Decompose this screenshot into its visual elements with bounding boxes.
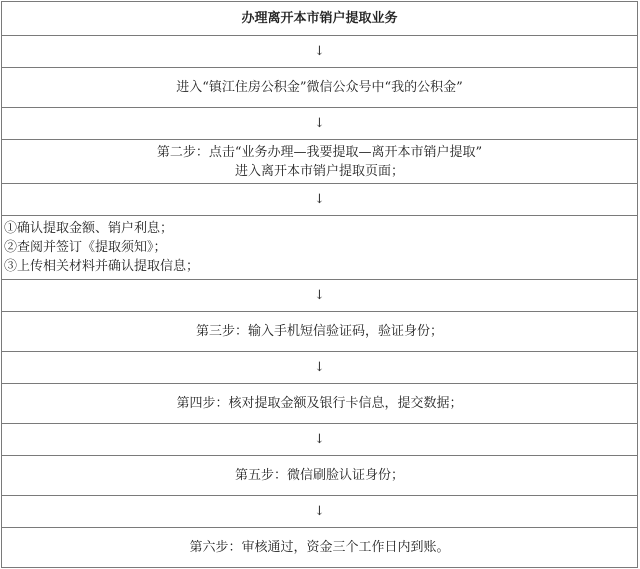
flow-row-arrow bbox=[2, 424, 638, 456]
down-arrow-icon: ↓ bbox=[2, 352, 638, 384]
step5-text: 第五步：微信刷脸认证身份； bbox=[2, 456, 638, 496]
step2-line2: 进入离开本市销户提取页面； bbox=[234, 163, 404, 179]
flow-row-arrow bbox=[2, 108, 638, 140]
flow-title: 办理离开本市销户提取业务 bbox=[2, 2, 638, 36]
step2-line1: 第二步：点击“业务办理—我要提取—离开本市销户提取” bbox=[156, 144, 483, 160]
flow-row-step5 bbox=[2, 456, 638, 496]
step6-text: 第六步：审核通过，资金三个工作日内到账。 bbox=[2, 528, 638, 568]
list-cell bbox=[2, 216, 638, 280]
procedure-flow-table bbox=[1, 1, 638, 568]
flow-row-step6 bbox=[2, 528, 638, 568]
down-arrow-icon: ↓ bbox=[2, 108, 638, 140]
down-arrow-icon: ↓ bbox=[2, 424, 638, 456]
step3-text: 第三步：输入手机短信验证码，验证身份； bbox=[2, 312, 638, 352]
step2-cell bbox=[2, 140, 638, 184]
down-arrow-icon: ↓ bbox=[2, 496, 638, 528]
flow-row-arrow bbox=[2, 36, 638, 68]
flow-row-arrow bbox=[2, 184, 638, 216]
down-arrow-icon: ↓ bbox=[2, 280, 638, 312]
flow-row-list bbox=[2, 216, 638, 280]
step-entry-text: 进入“镇江住房公积金”微信公众号中“我的公积金” bbox=[2, 68, 638, 108]
list-item: ①确认提取金额、销户利息； bbox=[4, 221, 174, 236]
flow-row-step4 bbox=[2, 384, 638, 424]
flow-row-step3 bbox=[2, 312, 638, 352]
flow-row-arrow bbox=[2, 496, 638, 528]
down-arrow-icon: ↓ bbox=[2, 36, 638, 68]
flow-row-title bbox=[2, 2, 638, 36]
flow-row-entry bbox=[2, 68, 638, 108]
list-item: ②查阅并签订《提取须知》； bbox=[4, 240, 167, 255]
flow-row-arrow bbox=[2, 352, 638, 384]
flow-row-step2 bbox=[2, 140, 638, 184]
down-arrow-icon: ↓ bbox=[2, 184, 638, 216]
flow-row-arrow bbox=[2, 280, 638, 312]
list-item: ③上传相关材料并确认提取信息； bbox=[4, 259, 200, 274]
step4-text: 第四步：核对提取金额及银行卡信息，提交数据； bbox=[2, 384, 638, 424]
